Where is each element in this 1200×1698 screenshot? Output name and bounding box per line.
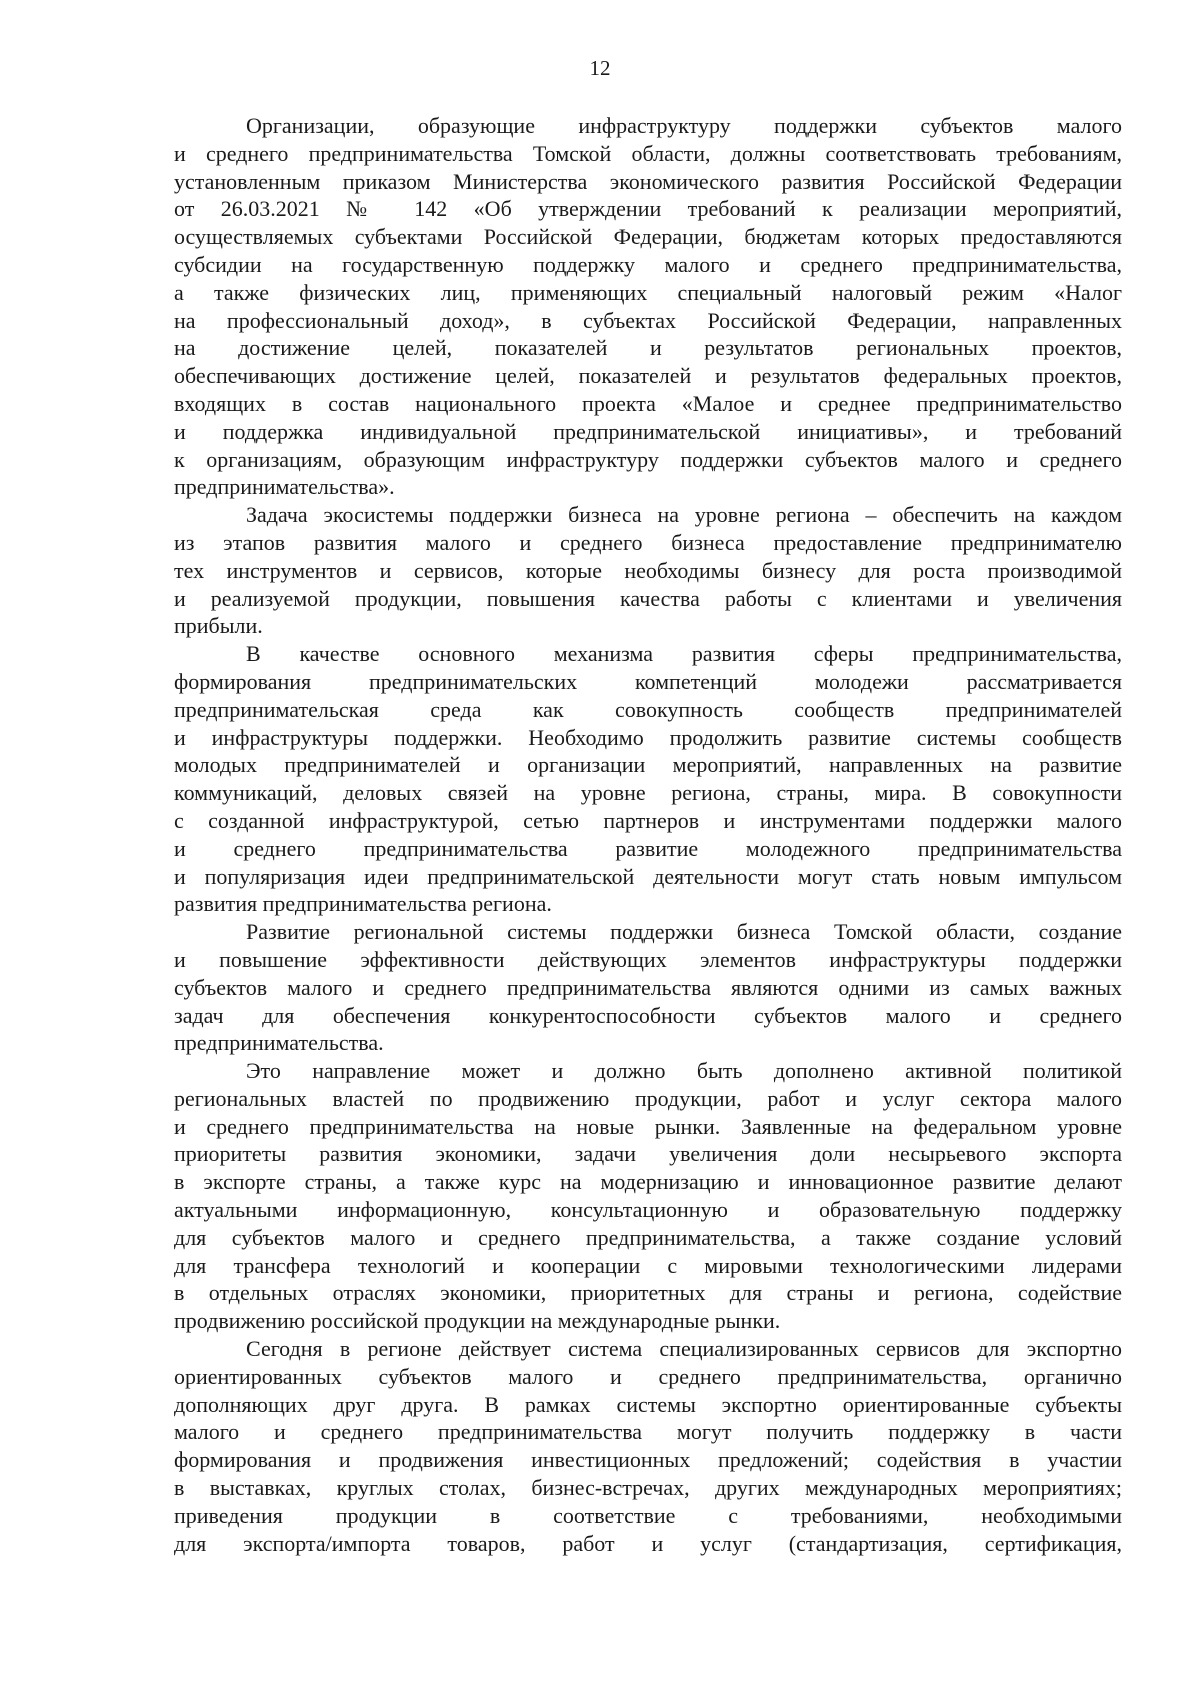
text-line: молодых предпринимателей и организации мероприятий, направленных на развитие bbox=[174, 752, 1122, 778]
text-line: формирования предпринимательских компетенций молодежи рассматривается bbox=[174, 668, 1122, 694]
text-line: обеспечивающих достижение целей, показателей и результатов федеральных проектов, bbox=[174, 363, 1122, 389]
text-line: и среднего предпринимательства на новые рынки. Заявленные на федеральном уровне bbox=[174, 1113, 1122, 1139]
text-line: субсидии на государственную поддержку малого и среднего предпринимательства, bbox=[174, 251, 1122, 277]
paragraph bbox=[174, 918, 1122, 1057]
text-line: ориентированных субъектов малого и среднего предпринимательства, органично bbox=[174, 1363, 1122, 1389]
text-line: Это направление может и должно быть дополнено активной политикой bbox=[246, 1058, 1122, 1084]
text-line: на профессиональный доход», в субъектах Российской Федерации, направленных bbox=[174, 307, 1122, 333]
text-line: и поддержка индивидуальной предпринимательской инициативы», и требований bbox=[174, 418, 1122, 444]
text-line: и инфраструктуры поддержки. Необходимо продолжить развитие системы сообществ bbox=[174, 724, 1122, 750]
text-line: к организациям, образующим инфраструктуру поддержки субъектов малого и среднего bbox=[174, 446, 1122, 472]
text-line: осуществляемых субъектами Российской Федерации, бюджетам которых предоставляются bbox=[174, 224, 1122, 250]
paragraph bbox=[174, 1057, 1122, 1335]
text-line: в отдельных отраслях экономики, приоритетных для страны и региона, содействие bbox=[174, 1280, 1122, 1306]
text-line: и реализуемой продукции, повышения качества работы с клиентами и увеличения bbox=[174, 585, 1122, 611]
page-number: 12 bbox=[589, 56, 611, 80]
text-line: дополняющих друг друга. В рамках системы экспортно ориентированные субъекты bbox=[174, 1391, 1122, 1417]
text-line: актуальными информационную, консультационную и образовательную поддержку bbox=[174, 1197, 1122, 1223]
text-line: на достижение целей, показателей и результатов региональных проектов, bbox=[174, 335, 1122, 361]
text-line: для трансфера технологий и кооперации с мировыми технологическими лидерами bbox=[174, 1252, 1122, 1278]
text-line: прибыли. bbox=[174, 613, 263, 639]
text-line: в экспорте страны, а также курс на модернизацию и инновационное развитие делают bbox=[174, 1169, 1122, 1195]
text-line: предпринимательская среда как совокупность сообществ предпринимателей bbox=[174, 696, 1122, 722]
text-line: входящих в состав национального проекта «Малое и среднее предпринимательство bbox=[174, 390, 1122, 416]
text-line: региональных властей по продвижению продукции, работ и услуг сектора малого bbox=[174, 1085, 1122, 1111]
text-line: с созданной инфраструктурой, сетью партнеров и инструментами поддержки малого bbox=[174, 807, 1122, 833]
text-line: приоритеты развития экономики, задачи увеличения доли несырьевого экспорта bbox=[174, 1141, 1122, 1167]
text-line: тех инструментов и сервисов, которые необходимы бизнесу для роста производимой bbox=[174, 557, 1122, 583]
text-line: для экспорта/импорта товаров, работ и услуг (стандартизация, сертификация, bbox=[174, 1530, 1122, 1556]
text-line: формирования и продвижения инвестиционных предложений; содействия в участии bbox=[174, 1447, 1122, 1473]
text-line: для субъектов малого и среднего предпринимательства, а также создание условий bbox=[174, 1224, 1122, 1250]
text-line: Сегодня в регионе действует система специализированных сервисов для экспортно bbox=[246, 1336, 1122, 1362]
text-line: из этапов развития малого и среднего бизнеса предоставление предпринимателю bbox=[174, 529, 1122, 555]
text-line: продвижению российской продукции на международные рынки. bbox=[174, 1308, 781, 1334]
text-line: малого и среднего предпринимательства могут получить поддержку в части bbox=[174, 1419, 1122, 1445]
paragraph bbox=[174, 501, 1122, 640]
text-line: В качестве основного механизма развития сферы предпринимательства, bbox=[246, 641, 1122, 667]
text-line: субъектов малого и среднего предпринимательства являются одними из самых важных bbox=[174, 974, 1122, 1000]
text-line: и повышение эффективности действующих элементов инфраструктуры поддержки bbox=[174, 946, 1122, 972]
text-line: установленным приказом Министерства экономического развития Российской Федерации bbox=[174, 168, 1122, 194]
text-line: и среднего предпринимательства Томской области, должны соответствовать требованиям, bbox=[174, 140, 1122, 166]
text-line: предпринимательства. bbox=[174, 1030, 384, 1056]
paragraph bbox=[174, 640, 1122, 918]
text-line: задач для обеспечения конкурентоспособности субъектов малого и среднего bbox=[174, 1002, 1122, 1028]
document-body bbox=[174, 112, 1122, 1557]
text-line: Развитие региональной системы поддержки бизнеса Томской области, создание bbox=[246, 919, 1122, 945]
text-line: в выставках, круглых столах, бизнес-встречах, других международных мероприятиях; bbox=[174, 1475, 1122, 1501]
text-line: Организации, образующие инфраструктуру поддержки субъектов малого bbox=[246, 113, 1122, 138]
text-line: а также физических лиц, применяющих специальный налоговый режим «Налог bbox=[174, 279, 1122, 305]
text-line: приведения продукции в соответствие с требованиями, необходимыми bbox=[174, 1502, 1122, 1528]
paragraph bbox=[174, 1335, 1122, 1557]
text-line: от 26.03.2021 № 142 «Об утверждении требований к реализации мероприятий, bbox=[174, 196, 1122, 222]
text-line: и популяризация идеи предпринимательской деятельности могут стать новым импульсом bbox=[174, 863, 1122, 889]
text-line: предпринимательства». bbox=[174, 474, 395, 500]
text-line: и среднего предпринимательства развитие молодежного предпринимательства bbox=[174, 835, 1122, 861]
text-line: коммуникаций, деловых связей на уровне региона, страны, мира. В совокупности bbox=[174, 780, 1122, 806]
text-line: развития предпринимательства региона. bbox=[174, 891, 552, 917]
paragraph bbox=[174, 112, 1122, 501]
text-line: Задача экосистемы поддержки бизнеса на уровне региона – обеспечить на каждом bbox=[246, 502, 1122, 528]
